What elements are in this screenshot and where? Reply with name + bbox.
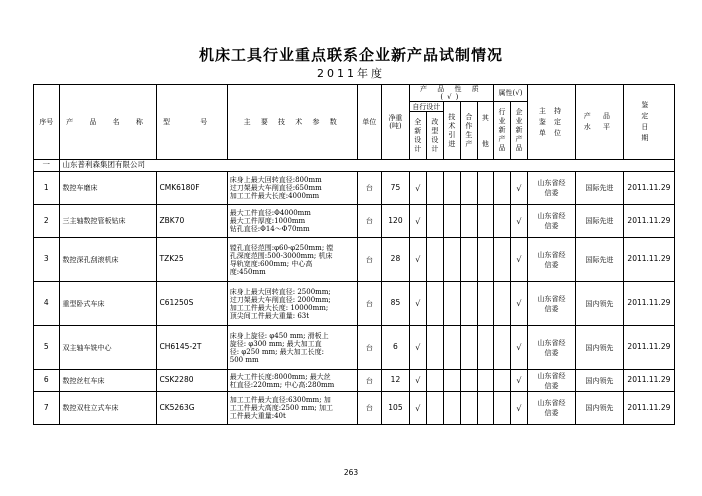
row-company-new: √ (510, 370, 527, 392)
row-weight: 85 (382, 282, 410, 326)
row-level: 国内领先 (575, 370, 623, 392)
param-line: 最大工件直径:Φ4000mm (229, 209, 311, 218)
table-row (34, 205, 675, 238)
row-seq: 6 (34, 370, 60, 392)
row-all-new: √ (409, 282, 426, 326)
row-sponsor (528, 238, 576, 282)
row-company-new: √ (510, 326, 527, 370)
param-line: 旋径: φ300 mm; 最大加工直 (229, 339, 322, 348)
header-seq: 序号 (34, 85, 60, 160)
param-line: 床身上最大回转直径:800mm (229, 176, 322, 185)
row-modified (426, 205, 443, 238)
header-modified-label: 改型设计 (431, 117, 439, 153)
row-other (477, 282, 493, 326)
row-all-new: √ (409, 370, 426, 392)
table-row (34, 282, 675, 326)
param-line: 过刀架最大车削直径:650mm (229, 184, 322, 193)
row-company-new: √ (510, 238, 527, 282)
row-product-name: 双主轴车铣中心 (59, 326, 157, 370)
sponsor-line: 山东省经 (537, 338, 566, 347)
header-unit: 单位 (357, 85, 381, 160)
row-params (227, 282, 357, 326)
row-weight: 105 (382, 392, 410, 425)
param-line: 500 mm (229, 355, 259, 364)
row-level: 国内领先 (575, 392, 623, 425)
sponsor-line: 山东省经 (537, 294, 566, 303)
row-weight: 120 (382, 205, 410, 238)
row-sponsor (528, 172, 576, 205)
row-sponsor (528, 326, 576, 370)
row-model: ZBK70 (157, 205, 227, 238)
row-seq: 7 (34, 392, 60, 425)
param-line: 钻孔直径:Φ14～Φ70mm (229, 225, 310, 234)
header-weight-label: 净重 (吨) (388, 114, 403, 131)
row-industry-new (493, 370, 510, 392)
row-seq: 4 (34, 282, 60, 326)
sponsor-line: 山东省经 (537, 179, 566, 188)
company-seq: 一 (34, 160, 60, 172)
header-co-production-label: 合作生产 (465, 112, 473, 148)
header-tech-import (443, 102, 460, 160)
row-other (477, 205, 493, 238)
row-tech-import (443, 172, 460, 205)
row-modified (426, 326, 443, 370)
header-sponsor-label: 主 持 鉴 定 单 位 (538, 106, 565, 137)
header-all-new (409, 112, 426, 160)
param-line: 加工工件最大长度:4000mm (229, 192, 320, 201)
row-unit: 台 (357, 205, 381, 238)
row-level: 国内领先 (575, 282, 623, 326)
header-model: 型 号 (157, 85, 227, 160)
sponsor-line: 信委 (544, 409, 559, 418)
row-weight: 12 (382, 370, 410, 392)
row-modified (426, 370, 443, 392)
row-other (477, 370, 493, 392)
row-unit: 台 (357, 282, 381, 326)
header-all-new-label: 全新设计 (414, 117, 422, 153)
row-sponsor (528, 205, 576, 238)
row-sponsor (528, 282, 576, 326)
row-modified (426, 392, 443, 425)
table-row (34, 326, 675, 370)
row-company-new: √ (510, 282, 527, 326)
header-industry-new-label: 行业新产品 (498, 108, 506, 153)
table-row (34, 238, 675, 282)
param-line: 度:450mm (229, 267, 266, 276)
sponsor-line: 山东省经 (537, 250, 566, 259)
table-row (34, 172, 675, 205)
row-date: 2011.11.29 (623, 238, 674, 282)
row-seq: 1 (34, 172, 60, 205)
param-line: 镗孔直径范围:φ60-φ250mm; 镗 (229, 243, 334, 252)
row-all-new: √ (409, 238, 426, 282)
row-company-new: √ (510, 392, 527, 425)
param-line: 床身上旋径: φ450 mm; 滑板上 (229, 331, 329, 340)
page-number: 263 (343, 468, 359, 477)
row-date: 2011.11.29 (623, 370, 674, 392)
param-line: 工件最大重量:40t (229, 412, 286, 421)
header-tech-import-label: 技术引进 (448, 112, 456, 148)
row-modified (426, 172, 443, 205)
row-modified (426, 282, 443, 326)
row-params (227, 205, 357, 238)
param-line: 顶尖间工件最大重量: 63t (229, 311, 310, 320)
row-other (477, 392, 493, 425)
row-unit: 台 (357, 392, 381, 425)
header-other-label: 其 他 (481, 113, 489, 148)
row-tech-import (443, 392, 460, 425)
company-name: 山东普利森集团有限公司 (59, 160, 674, 172)
header-modified (426, 112, 443, 160)
header-company-new (510, 102, 527, 160)
row-params (227, 238, 357, 282)
row-all-new: √ (409, 205, 426, 238)
sponsor-line: 信委 (544, 222, 559, 231)
row-co-production (460, 326, 477, 370)
row-level: 国内领先 (575, 326, 623, 370)
row-model: CMK6180F (157, 172, 227, 205)
row-seq: 3 (34, 238, 60, 282)
param-line: 床身上最大回转直径: 2500mm; (229, 287, 331, 296)
row-level: 国际先进 (575, 172, 623, 205)
row-tech-import (443, 238, 460, 282)
row-company-new: √ (510, 172, 527, 205)
row-date: 2011.11.29 (623, 326, 674, 370)
page-subtitle: 2011年度 (317, 67, 385, 80)
row-model: CK5263G (157, 392, 227, 425)
row-level: 国际先进 (575, 205, 623, 238)
header-level (575, 85, 623, 160)
sponsor-line: 信委 (544, 348, 559, 357)
row-industry-new (493, 205, 510, 238)
row-other (477, 326, 493, 370)
row-product-name: 三主轴数控管板钻床 (59, 205, 157, 238)
row-modified (426, 238, 443, 282)
row-date: 2011.11.29 (623, 392, 674, 425)
sponsor-line: 山东省经 (537, 399, 566, 408)
row-unit: 台 (357, 326, 381, 370)
row-all-new: √ (409, 392, 426, 425)
header-params: 主 要 技 术 参 数 (227, 85, 357, 160)
header-name: 产 品 名 称 (59, 85, 157, 160)
sponsor-line: 山东省经 (537, 371, 566, 380)
row-params (227, 370, 357, 392)
row-all-new: √ (409, 326, 426, 370)
row-co-production (460, 205, 477, 238)
row-model: TZK25 (157, 238, 227, 282)
row-seq: 2 (34, 205, 60, 238)
row-tech-import (443, 326, 460, 370)
sponsor-line: 信委 (544, 189, 559, 198)
header-row-1 (34, 85, 675, 102)
row-tech-import (443, 205, 460, 238)
header-industry-new (493, 102, 510, 160)
row-model: CH6145-2T (157, 326, 227, 370)
row-product-name: 数控车磨床 (59, 172, 157, 205)
table-row (34, 392, 675, 425)
row-params (227, 326, 357, 370)
row-co-production (460, 172, 477, 205)
param-line: 杠直径:220mm; 中心高:280mm (229, 380, 335, 389)
row-all-new: √ (409, 172, 426, 205)
row-weight: 28 (382, 238, 410, 282)
row-industry-new (493, 392, 510, 425)
header-date-label: 鉴 定 日 期 (641, 101, 657, 143)
sponsor-line: 山东省经 (537, 212, 566, 221)
row-industry-new (493, 326, 510, 370)
param-line: 径: φ250 mm; 最大加工长度: (229, 347, 325, 356)
param-line: 加工工件最大直径:6300mm; 加 (229, 396, 331, 405)
row-weight: 6 (382, 326, 410, 370)
header-level-label: 产 品 水 平 (583, 112, 615, 132)
row-model: CSK2280 (157, 370, 227, 392)
row-params (227, 172, 357, 205)
param-line: 工工件最大高度:2500 mm; 加工 (229, 404, 334, 413)
row-level: 国际先进 (575, 238, 623, 282)
sponsor-line: 信委 (544, 260, 559, 269)
row-date: 2011.11.29 (623, 172, 674, 205)
row-weight: 75 (382, 172, 410, 205)
sponsor-line: 信委 (544, 381, 559, 390)
row-unit: 台 (357, 238, 381, 282)
header-sponsor (528, 85, 576, 160)
row-product-name: 数控深孔刮滚机床 (59, 238, 157, 282)
sponsor-line: 信委 (544, 304, 559, 313)
param-line: 过刀架最大车削直径: 2000mm; (229, 295, 331, 304)
header-attribute: 属性(√) (493, 85, 527, 102)
row-product-name: 数控双柱立式车床 (59, 392, 157, 425)
row-product-name: 重型卧式车床 (59, 282, 157, 326)
row-date: 2011.11.29 (623, 205, 674, 238)
header-product-nature: 产 品 性 质(√) (409, 85, 493, 102)
row-tech-import (443, 282, 460, 326)
header-date (623, 85, 674, 160)
header-self-design: 自行设计 (409, 102, 443, 112)
row-product-name: 数控丝杠车床 (59, 370, 157, 392)
row-industry-new (493, 282, 510, 326)
param-line: 孔深度范围:500-3000mm; 机床 (229, 251, 333, 260)
row-unit: 台 (357, 370, 381, 392)
row-tech-import (443, 370, 460, 392)
header-company-new-label: 企业新产品 (515, 108, 523, 153)
row-co-production (460, 282, 477, 326)
row-sponsor (528, 392, 576, 425)
page-title: 机床工具行业重点联系企业新产品试制情况 (198, 46, 503, 64)
row-unit: 台 (357, 172, 381, 205)
header-co-production (460, 102, 477, 160)
row-industry-new (493, 172, 510, 205)
header-weight (382, 85, 410, 160)
row-seq: 5 (34, 326, 60, 370)
row-model: C61250S (157, 282, 227, 326)
row-industry-new (493, 238, 510, 282)
table-row (34, 370, 675, 392)
row-co-production (460, 238, 477, 282)
row-other (477, 172, 493, 205)
company-row (34, 160, 675, 172)
header-other (477, 102, 493, 160)
param-line: 最大工件长度:8000mm; 最大丝 (229, 372, 331, 381)
row-co-production (460, 392, 477, 425)
row-params (227, 392, 357, 425)
param-line: 最大工件厚度:1000mm (229, 217, 306, 226)
row-company-new: √ (510, 205, 527, 238)
product-table (33, 84, 675, 425)
row-co-production (460, 370, 477, 392)
param-line: 导轨宽度:600mm; 中心高 (229, 259, 313, 268)
row-sponsor (528, 370, 576, 392)
param-line: 加工工件最大长度: 10000mm; (229, 303, 329, 312)
row-date: 2011.11.29 (623, 282, 674, 326)
row-other (477, 238, 493, 282)
